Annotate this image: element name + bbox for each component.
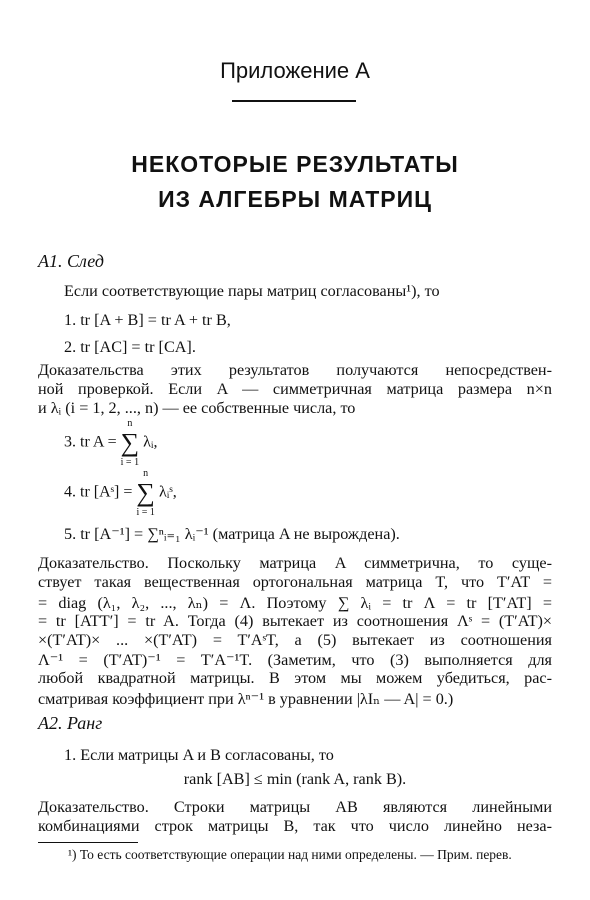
- a1-proof-line-1: Доказательства этих результатов получаются непосредствен-: [38, 361, 552, 379]
- item3-right: λᵢ,: [143, 433, 158, 451]
- item4-left: 4. tr [Aˢ] =: [64, 483, 133, 501]
- appendix-title: Приложение A: [220, 58, 370, 83]
- a1-proof2-line-8: сматривая коэффициент при λⁿ⁻¹ в уравнении |λIₙ — A| = 0.): [38, 690, 454, 708]
- a2-item-1-formula: rank [AB] ≤ min (rank A, rank B).: [183, 770, 407, 788]
- a1-item-2: 2. tr [AC] = tr [CA].: [64, 338, 196, 356]
- a1-item-3: [64, 418, 158, 468]
- a1-proof2-line-4: = tr [ATT′] = tr A. Тогда (4) вытекает из соотношения Λˢ = (T′AT)×: [38, 612, 552, 630]
- a1-proof2-line-6: Λ⁻¹ = (T′AT)⁻¹ = T′A⁻¹T. (Заметим, что (3) выполняется для: [38, 651, 552, 669]
- footnote: ¹) То есть соответствующие операции над ними определены. — Прим. перев.: [68, 847, 512, 862]
- chapter-title-line-1: НЕКОТОРЫЕ РЕЗУЛЬТАТЫ: [131, 151, 459, 177]
- a1-proof-line-3: и λᵢ (i = 1, 2, ..., n) — ее собственные числа, то: [38, 399, 356, 417]
- a1-proof2-line-1: Доказательство. Поскольку матрица A симметрична, то суще-: [38, 554, 552, 572]
- a1-item-5: 5. tr [A⁻¹] = ∑ⁿᵢ₌₁ λᵢ⁻¹ (матрица A не вырождена).: [64, 525, 400, 543]
- a2-proof-line-1: Доказательство. Строки матрицы AB являются линейными: [38, 798, 552, 816]
- a1-proof2-line-3: = diag (λ₁, λ₂, ..., λₙ) = Λ. Поэтому ∑ λᵢ = tr Λ = tr [T′AT] =: [38, 594, 552, 612]
- sum-symbol-icon: ∑ n i = 1: [120, 418, 140, 468]
- section-a2-heading: A2. Ранг: [38, 713, 103, 733]
- item3-left: 3. tr A =: [64, 433, 117, 451]
- a1-proof-line-2: ной проверкой. Если A — симметричная матрица размера n×n: [38, 380, 552, 398]
- a1-proof2-line-5: ×(T′AT)× ... ×(T′AT) = T′AˢT, а (5) вытекает из соотношения: [38, 631, 552, 649]
- a1-proof2-line-2: ствует такая вещественная ортогональная матрица T, что T′AT =: [38, 573, 552, 591]
- a2-proof-line-2: комбинациями строк матрицы B, так что число линейно неза-: [38, 817, 552, 835]
- sum-upper-limit: n: [127, 418, 133, 429]
- a1-item-1: 1. tr [A + B] = tr A + tr B,: [64, 311, 231, 329]
- sum-lower-limit: i = 1: [136, 507, 155, 518]
- title-divider: [232, 100, 356, 102]
- a2-item-1: 1. Если матрицы A и B согласованы, то: [64, 746, 334, 764]
- sum-symbol-icon: ∑ n i = 1: [136, 468, 155, 518]
- section-a1-intro: Если соответствующие пары матриц согласованы¹), то: [64, 282, 440, 300]
- sum-lower-limit: i = 1: [120, 457, 140, 468]
- sum-upper-limit: n: [143, 468, 149, 479]
- section-a1-heading: A1. След: [38, 251, 104, 271]
- a1-proof2-line-7: любой квадратной матрицы. В этом мы можем убедиться, рас-: [38, 669, 552, 687]
- a1-item-4: [64, 468, 177, 518]
- chapter-title-line-2: ИЗ АЛГЕБРЫ МАТРИЦ: [158, 186, 432, 212]
- footnote-divider: [38, 842, 138, 843]
- item4-right: λᵢˢ,: [158, 483, 177, 501]
